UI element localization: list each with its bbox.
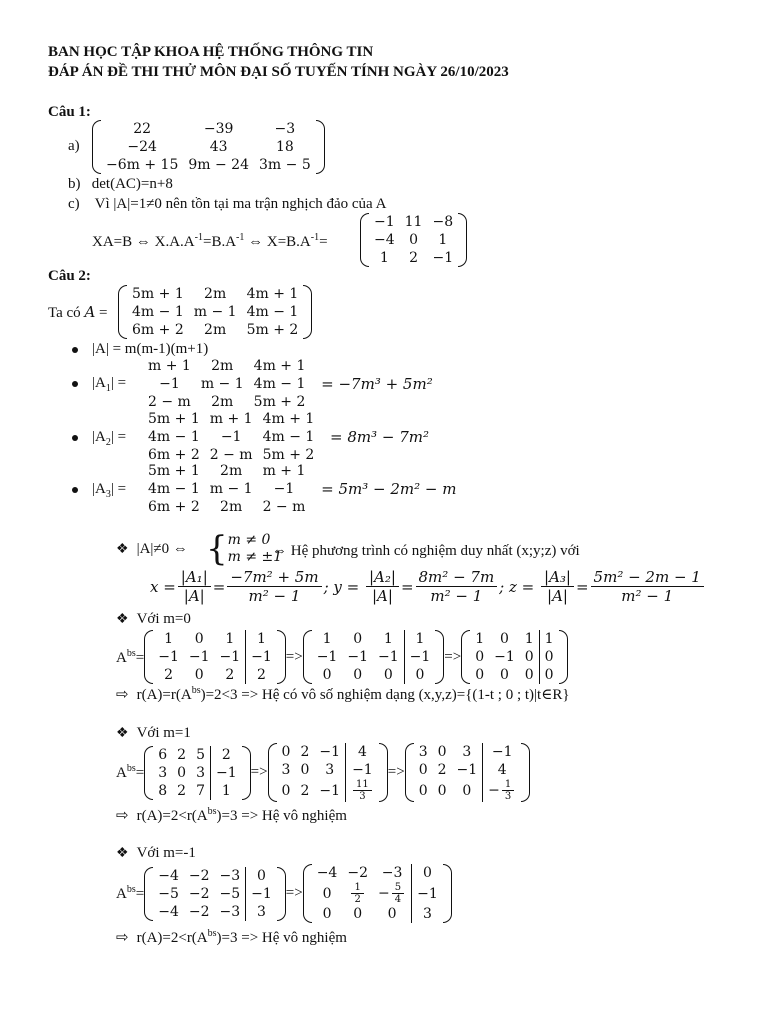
matrix-cell: 4 [483, 761, 522, 779]
matrix-cell: 1 [438, 232, 448, 248]
case-nonzero-det: ❖ |A|≠0 ⇔ [116, 541, 188, 557]
matrix-cell: −2 [188, 903, 210, 920]
matrix-cell: −1 [346, 761, 379, 779]
matrix-cell: 0 [300, 762, 310, 778]
matrix-cell: 2 [164, 667, 173, 683]
matrix-cell: m − 1 [200, 376, 244, 392]
matrix-cell: 2 − m [209, 447, 253, 463]
matrix-cell: 4m + 1 [253, 358, 306, 374]
matrix-cell: 3m − 5 [259, 157, 311, 173]
matrix-cell: 0 [194, 631, 204, 647]
matrix-cell: m + 1 [209, 411, 253, 427]
q1-a-label: a) [68, 138, 80, 154]
matrix-cell: −3 [219, 903, 241, 920]
augmented-label: $A^{bs}=$ [116, 647, 145, 666]
case-nonzero-tail: ⇔ Hệ phương trình có nghiệm duy nhất (x;y;z) với [272, 543, 580, 559]
matrix-cell: 2m [220, 499, 243, 515]
matrix-cell: 0 [462, 782, 472, 799]
matrix-cell: 0 [499, 667, 509, 683]
matrix-cell: −1 [273, 481, 295, 497]
matrix-cell: −3 [219, 867, 241, 884]
matrix-cell: 3 [462, 744, 472, 760]
implies-arrow: => [285, 648, 303, 665]
matrix-cell: m + 1 [262, 463, 306, 479]
matrix-cell: −1 [374, 214, 395, 230]
matrix-cell: 2 [177, 782, 187, 799]
matrix-cell: 0 [194, 667, 204, 683]
matrix-cell: −5 [219, 885, 241, 902]
matrix-cell: −1 [158, 649, 179, 665]
matrix-cell: 0 [322, 667, 332, 683]
matrix-cell: 18 [275, 139, 294, 155]
matrix-cell: −6m + 15 [106, 157, 179, 173]
augmented-matrix [303, 864, 452, 923]
matrix-cell: 0 [246, 867, 277, 885]
case-m1-conclusion: ⇨ $r(A)=2<r(A^{bs})=3$ => Hệ vô nghiệm [116, 806, 347, 824]
matrix-cell: 0 [539, 648, 558, 666]
case-m0-head: ❖ Với m=0 [116, 611, 191, 627]
matrix-cell: 0 [353, 631, 363, 647]
matrix-cell: 0 [322, 906, 332, 922]
matrix-cell: 0 [437, 744, 447, 760]
matrix-cell: 1 [225, 631, 235, 647]
matrix-cell: 4m − 1 [132, 304, 184, 320]
matrix-cell: −24 [127, 139, 157, 155]
matrix-cell: 3 [246, 903, 277, 921]
matrix-cell: −1 [220, 429, 242, 445]
case-m1-augmented [116, 743, 530, 802]
matrix-cell: 1 [379, 250, 389, 266]
matrix-cell: −1 [377, 649, 399, 665]
matrix-cell: −1 [246, 885, 277, 903]
matrix-cell: 4m − 1 [148, 481, 200, 497]
matrix-cell: 4m + 1 [262, 411, 315, 427]
matrix-cell: 1 [210, 782, 241, 800]
A3-determinant: 5m + 1 2m m + 1 4m − 1 m − 1 −1 6m + 2 2m 2 − m = 5m³ − 2m² − m [136, 462, 456, 516]
matrix-cell: 4 [346, 743, 379, 761]
matrix-cell: −1 [456, 762, 478, 778]
matrix-cell: 0 [409, 232, 419, 248]
matrix-cell: −3 [274, 121, 296, 137]
matrix-cell: 1 [246, 630, 277, 648]
matrix-cell: 3 [418, 744, 428, 760]
matrix-cell: 2 [409, 250, 419, 266]
case-mminus1-augmented [116, 864, 452, 923]
matrix-cell: 9m − 24 [188, 157, 249, 173]
matrix-cell: 8 [158, 782, 168, 799]
matrix-cell: 2m [211, 358, 234, 374]
matrix-cell: 0 [404, 666, 435, 684]
augmented-matrix [144, 746, 250, 800]
augmented-matrix [303, 630, 445, 684]
matrix-cell: 1 [322, 631, 332, 647]
bullet-A1-label: $|A_1|$ = [72, 375, 126, 394]
implies-arrow: => [285, 885, 303, 901]
matrix-cell: 6 [158, 746, 168, 763]
matrix-cell: 22 [133, 121, 152, 137]
matrix-cell: −4 [158, 867, 179, 884]
matrix-cell: − $\frac{5}{4}$ [373, 882, 412, 905]
matrix-cell: −4 [374, 232, 395, 248]
matrix-cell: −1 [494, 649, 515, 665]
matrix-cell: 4m + 1 [246, 286, 299, 302]
cramer-solutions: x = $\frac{\text{|A₁|}}{|A|}$ = $\frac{\text{−7m² + 5m}}{\text{m² − 1}}$ ; y = $\frac{\text{|A₂|}}{|A|}$ = $\frac{\text{8m² − 7m}}{\text{m² − 1}}$ ; z = $\frac{\text{|A₃|}}{|A|}$ = $\frac{\text{5m² − 2m − 1}}{\text{m² − 1}}$ [150, 568, 706, 605]
matrix-cell: −1 [347, 649, 368, 665]
bullet-A2-label: $|A_2|$ = [72, 429, 126, 448]
matrix-cell: 4m − 1 [262, 429, 315, 445]
matrix-cell: 5m + 1 [132, 286, 184, 302]
matrix-cell: −1 [316, 649, 338, 665]
implies-arrow: => [387, 764, 405, 780]
question-2-title: Câu 2: [48, 268, 91, 284]
implies-arrow: => [444, 648, 462, 665]
matrix-cell: 7 [196, 782, 205, 799]
matrix-cell: 2m [211, 394, 234, 410]
matrix-cell: 2 [246, 666, 277, 684]
augmented-matrix [405, 743, 531, 802]
matrix-cell: 1 [404, 630, 435, 648]
matrix-cell: 0 [418, 782, 428, 799]
matrix-cell: 43 [209, 139, 228, 155]
matrix-cell: 1 [475, 631, 485, 647]
matrix-cell: m + 1 [148, 358, 191, 374]
matrix-cell: − $\frac{1}{3}$ [483, 779, 522, 802]
augmented-matrix [461, 630, 567, 684]
matrix-cell: 0 [412, 864, 443, 882]
matrix-cell: 3 [158, 764, 168, 781]
matrix-cell: −4 [316, 865, 338, 881]
bullet-A3-label: $|A_3|$ = [72, 481, 126, 500]
matrix-cell: 5m + 2 [246, 322, 299, 338]
matrix-cell: 0 [387, 906, 397, 922]
matrix-cell: −2 [188, 867, 210, 884]
question-1-title: Câu 1: [48, 104, 91, 120]
case-m0-augmented [116, 630, 568, 684]
matrix-cell: 0 [418, 762, 428, 778]
matrix-cell: 5m + 1 [148, 463, 200, 479]
matrix-cell: 0 [383, 667, 393, 683]
q1-a-matrix [92, 120, 325, 179]
matrix-cell: −39 [203, 121, 234, 137]
matrix-cell: 4m − 1 [246, 304, 299, 320]
matrix-cell: −1 [319, 782, 341, 799]
matrix-cell: −3 [381, 865, 403, 881]
matrix-cell: 0 [353, 906, 363, 922]
matrix-cell: 4m − 1 [148, 429, 200, 445]
matrix-cell: $\frac{1}{2}$ [342, 882, 373, 905]
bullet-detA: |A| = m(m-1)(m+1) [72, 341, 208, 358]
matrix-cell: −5 [158, 885, 179, 902]
matrix-cell: −1 [404, 648, 435, 666]
matrix-cell: 5m + 1 [148, 411, 200, 427]
augmented-matrix [144, 630, 286, 684]
matrix-cell: −2 [188, 885, 210, 902]
q1-c-equation: XA=B ⇔ $X.A.A^{-1}=B.A^{-1}$ ⇔ $X=B.A^{-1}=$ [92, 232, 328, 250]
matrix-cell: 0 [475, 649, 485, 665]
matrix-cell: 3 [196, 764, 205, 781]
q2-A-matrix [118, 285, 312, 344]
augmented-matrix [268, 743, 388, 802]
matrix-cell: 2 − m [148, 394, 191, 410]
matrix-cell: 2 − m [262, 499, 306, 515]
matrix-cell: 0 [524, 649, 534, 665]
matrix-cell: m − 1 [209, 481, 253, 497]
matrix-cell: 1 [524, 631, 534, 647]
A2-determinant: 5m + 1 m + 1 4m + 1 4m − 1 −1 4m − 1 6m + 2 2 − m 5m + 2 = 8m³ − 7m² [136, 410, 429, 464]
matrix-cell: 0 [281, 782, 291, 799]
matrix-cell: 2 [225, 667, 235, 683]
matrix-cell: −1 [188, 649, 210, 665]
matrix-cell: $\frac{11}{3}$ [346, 779, 379, 802]
implies-arrow: => [250, 764, 268, 780]
augmented-label: $A^{bs}=$ [116, 763, 145, 781]
case-nonzero-brace: { m ≠ 0 m ≠ ±1 [206, 529, 283, 569]
matrix-cell: −1 [219, 649, 241, 665]
matrix-cell: −8 [432, 214, 454, 230]
matrix-cell: 5m + 2 [253, 394, 306, 410]
case-mminus1-conclusion: ⇨ $r(A)=2<r(A^{bs})=3$ => Hệ vô nghiệm [116, 928, 347, 946]
matrix-cell: 2m [204, 286, 227, 302]
q1-b: b) det(AC)=n+8 [68, 176, 173, 192]
augmented-matrix [144, 867, 286, 921]
matrix-cell: 2 [300, 782, 310, 799]
matrix-cell: 0 [475, 667, 485, 683]
matrix-cell: −1 [210, 764, 241, 782]
case-mminus1-head: ❖ Với m=-1 [116, 845, 196, 861]
matrix-cell: 5 [196, 746, 205, 763]
matrix-cell: 6m + 2 [148, 499, 200, 515]
matrix-cell: 1 [539, 630, 558, 648]
matrix-cell: 2 [210, 746, 241, 764]
matrix-cell: 0 [322, 885, 332, 902]
matrix-cell: −1 [432, 250, 454, 266]
case-m0-conclusion: ⇨ $r(A)=r(A^{bs})=2<3$ => Hệ có vô số nghiệm dạng (x,y,z)={(1-t ; 0 ; t)|t∈R} [116, 685, 570, 703]
matrix-cell: 2m [204, 322, 227, 338]
matrix-cell: 3 [281, 762, 291, 778]
augmented-label: $A^{bs}=$ [116, 884, 145, 902]
matrix-cell: 6m + 2 [148, 447, 200, 463]
header-line-1: BAN HỌC TẬP KHOA HỆ THỐNG THÔNG TIN [48, 44, 374, 60]
matrix-cell: −1 [483, 743, 522, 761]
q2-intro: Ta có A = [48, 303, 108, 321]
matrix-cell: 0 [437, 782, 447, 799]
q1-c: c) Vì |A|=1≠0 nên tồn tại ma trận nghịch đảo của A [68, 196, 387, 212]
matrix-cell: 0 [177, 764, 187, 781]
matrix-cell: 0 [539, 666, 558, 684]
matrix-cell: 0 [499, 631, 509, 647]
A1-determinant: m + 1 2m 4m + 1 −1 m − 1 4m − 1 2 − m 2m 5m + 2 = −7m³ + 5m² [136, 357, 433, 411]
q1-c-inverse-matrix [360, 213, 467, 272]
matrix-cell: 3 [325, 762, 335, 778]
matrix-cell: 4m − 1 [253, 376, 306, 392]
matrix-cell: −1 [246, 648, 277, 666]
matrix-cell: 0 [353, 667, 363, 683]
matrix-cell: 2m [220, 463, 243, 479]
matrix-cell: −1 [412, 882, 443, 905]
matrix-cell: 5m + 2 [262, 447, 315, 463]
case-m1-head: ❖ Với m=1 [116, 725, 191, 741]
matrix-cell: 0 [281, 744, 291, 760]
matrix-cell: −2 [347, 865, 368, 881]
matrix-cell: 2 [437, 762, 447, 778]
matrix-cell: 0 [524, 667, 534, 683]
matrix-cell: 2 [177, 746, 187, 763]
matrix-cell: −4 [158, 903, 179, 920]
matrix-cell: 1 [164, 631, 173, 647]
matrix-cell: 2 [300, 744, 310, 760]
matrix-cell: 3 [412, 905, 443, 923]
header-line-2: ĐÁP ÁN ĐỀ THI THỬ MÔN ĐẠI SỐ TUYẾN TÍNH NGÀY 26/10/2023 [48, 64, 509, 80]
matrix-cell: −1 [159, 376, 180, 392]
matrix-cell: m − 1 [193, 304, 237, 320]
matrix-cell: 6m + 2 [132, 322, 184, 338]
matrix-cell: −1 [319, 744, 341, 760]
matrix-cell: 1 [383, 631, 393, 647]
matrix-cell: 11 [404, 214, 423, 230]
